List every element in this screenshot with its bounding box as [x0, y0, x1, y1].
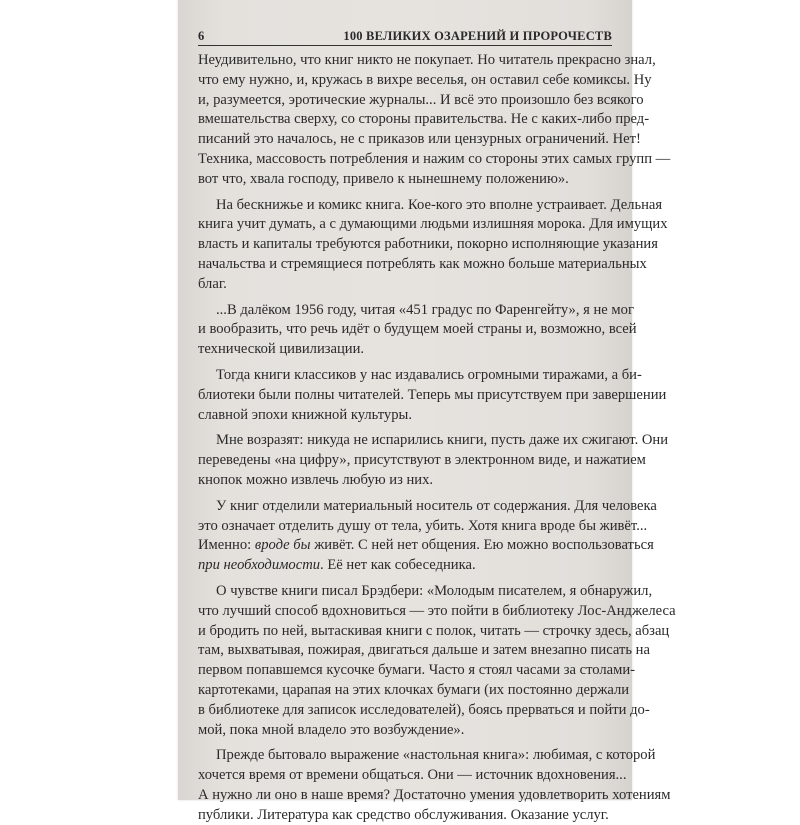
- paragraph: [198, 431, 669, 490]
- book-page: [178, 0, 676, 823]
- text-fragment: . Её нет как собеседника.: [320, 557, 476, 574]
- text-line: А нужно ли оно в наше время? Достаточно умения удовлетворить хотениям: [198, 786, 671, 803]
- text-line: блиотеки были полны читателей. Теперь мы присутствуем при завершении: [198, 386, 667, 403]
- page-number: 6: [198, 29, 205, 43]
- text-line: власть и капиталы требуются работники, покорно исполняющие указания: [198, 236, 658, 253]
- paragraph: [198, 366, 667, 425]
- text-line: картотеками, царапая на этих клочках бумаги (их постоянно держали: [198, 681, 630, 698]
- page-header: [198, 27, 612, 46]
- text-line: и бродить по ней, вытаскивая книги с полок, читать — строчку здесь, абзац: [198, 622, 670, 639]
- text-line: У книг отделили материальный носитель от содержания. Для человека: [216, 497, 657, 514]
- paragraph: [198, 582, 676, 740]
- text-line: хочется время от времени общаться. Они — источник вдохновения...: [198, 767, 627, 784]
- text-line: переведены «на цифру», присутствуют в электронном виде, и нажатием: [198, 452, 646, 469]
- text-line: Прежде бытовало выражение «настольная книга»: любимая, с которой: [216, 747, 656, 764]
- text-line: книга учит думать, а с думающими людьми излишняя морока. Для имущих: [198, 216, 668, 233]
- text-line: это означает отделить душу от тела, убить. Хотя книга вроде бы живёт...: [198, 517, 648, 534]
- page-body: [198, 51, 676, 825]
- text-line: что ему нужно, и, кружась в вихре веселья, он оставил себе комиксы. Ну: [198, 71, 652, 88]
- paragraph: [198, 746, 671, 825]
- text-line: там, выхватывая, пожирая, двигаться дальше и затем внезапно писать на: [198, 642, 650, 659]
- text-line: мой, пока мной владело это возбуждение».: [198, 721, 465, 738]
- text-line: ...В далёком 1956 году, читая «451 градус по Фаренгейту», я не мог: [216, 301, 634, 318]
- text-line: Тогда книги классиков у нас издавались огромными тиражами, а би-: [216, 366, 642, 383]
- italic-fragment: при необходимости: [198, 557, 321, 574]
- text-line: писаний это началось, не с приказов или цензурных ограничений. Нет!: [198, 131, 641, 148]
- text-line: [198, 536, 654, 556]
- text-line: вот что, хвала господу, привело к нынешнему положению».: [198, 170, 569, 187]
- paragraph: [198, 497, 657, 576]
- text-line: [198, 556, 612, 576]
- text-line: кнопок можно извлечь любую из них.: [198, 471, 434, 488]
- paragraph: [198, 196, 668, 295]
- text-line: что лучший способ вдохновиться — это пойти в библиотеку Лос-Анджелеса: [198, 602, 676, 619]
- running-title: 100 ВЕЛИКИХ ОЗАРЕНИЙ И ПРОРОЧЕСТВ: [343, 29, 612, 43]
- text-line: Мне возразят: никуда не испарились книги, пусть даже их сжигают. Они: [216, 432, 669, 449]
- text-line: славной эпохи книжной культуры.: [198, 406, 412, 423]
- text-line: первом попавшемся кусочке бумаги. Часто я стоял часами за столами-: [198, 662, 636, 679]
- text-line: благ.: [198, 275, 227, 292]
- text-line: в библиотеке для записок исследователей), боясь прерваться и пойти до-: [198, 701, 650, 718]
- text-line: На бескнижье и комикс книга. Кое-кого это вполне устраивает. Дельная: [216, 196, 663, 213]
- text-line: технической цивилизации.: [198, 341, 365, 358]
- text-line: Техника, массовость потребления и нажим со стороны этих самых групп —: [198, 150, 671, 167]
- paragraph: [198, 301, 637, 360]
- text-line: публики. Литература как средство обслуживания. Оказание услуг.: [198, 806, 609, 823]
- text-line: и вообразить, что речь идёт о будущем моей страны и, возможно, всей: [198, 321, 637, 338]
- text-fragment: Именно:: [198, 537, 255, 554]
- paragraph: [198, 51, 671, 190]
- text-line: вмешательства сверху, со стороны правительства. Не с каких-либо пред-: [198, 111, 650, 128]
- italic-fragment: вроде бы: [254, 537, 311, 554]
- text-line: О чувстве книги писал Брэдбери: «Молодым писателем, я обнаружил,: [216, 582, 653, 599]
- text-line: Неудивительно, что книг никто не покупает. Но читатель прекрасно знал,: [198, 52, 656, 68]
- text-line: начальства и стремящиеся потреблять как можно больше материальных: [198, 255, 647, 272]
- text-fragment: живёт. С ней нет общения. Ею можно воспользоваться: [314, 537, 654, 554]
- text-line: и, разумеется, эротические журналы... И всё это произошло без всякого: [198, 91, 644, 108]
